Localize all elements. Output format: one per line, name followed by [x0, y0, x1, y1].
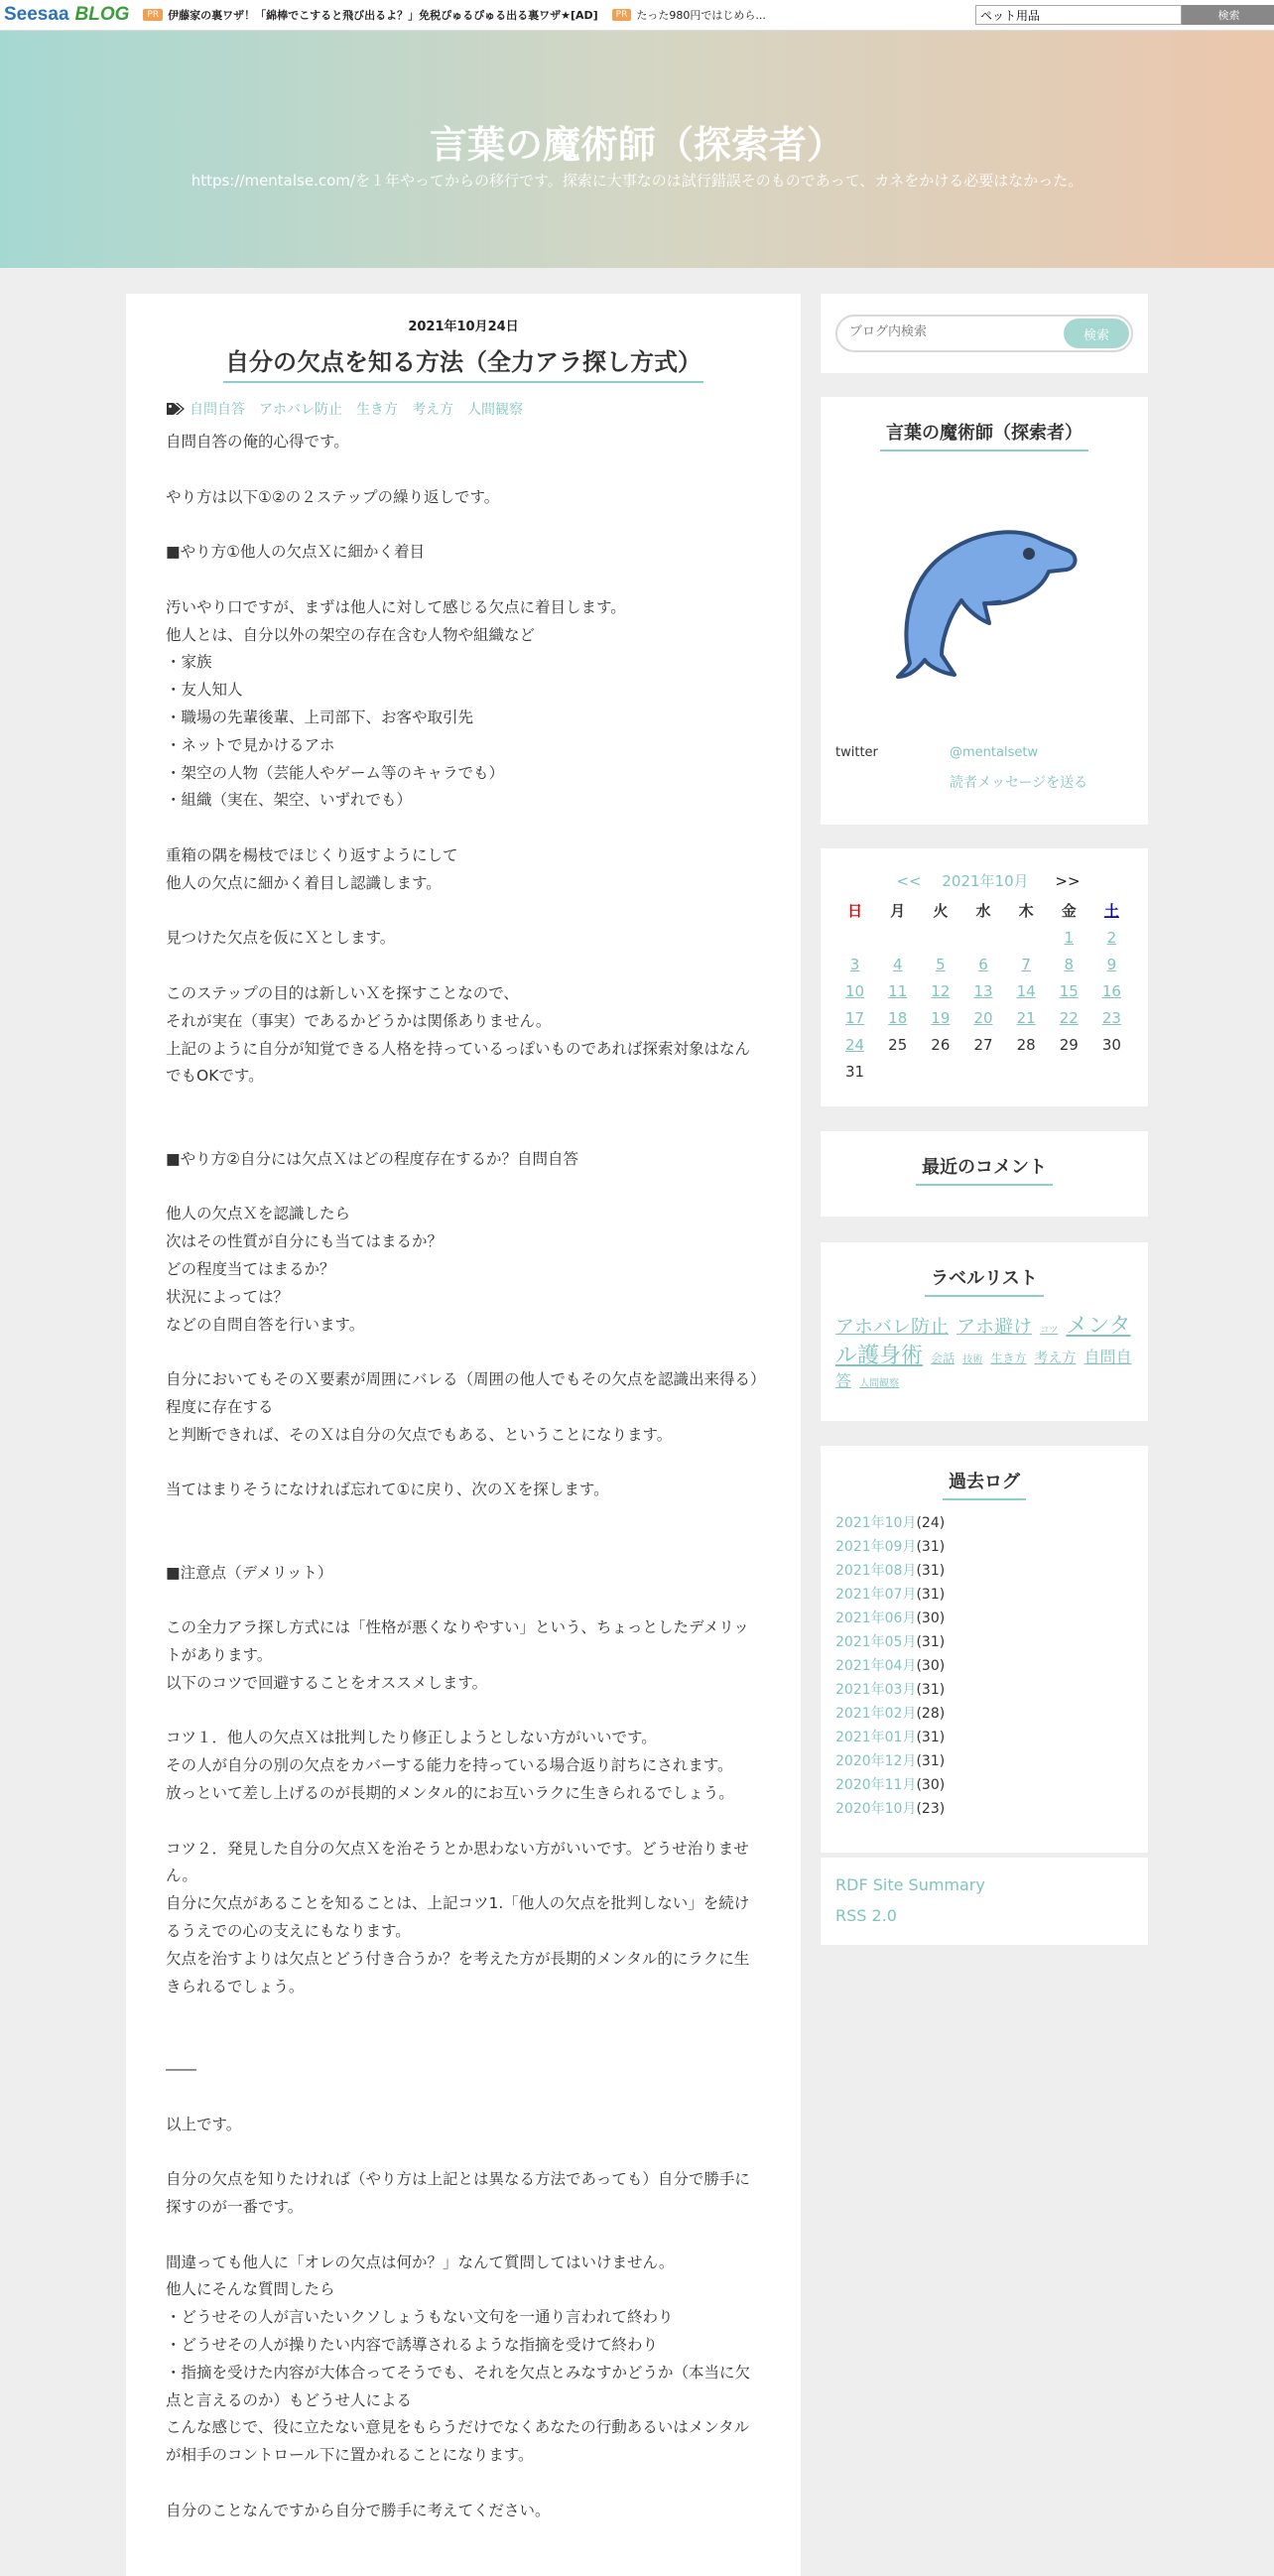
- post-paragraph: 放っといて差し上げるのが長期的メンタル的にお互いラクに生きられるでしょう。: [166, 1784, 734, 1803]
- calendar-day-cell: [1048, 1032, 1090, 1059]
- pr-badge: PR: [143, 9, 163, 21]
- calendar-day-link[interactable]: 23: [1101, 1009, 1121, 1027]
- post-paragraph: [166, 1449, 761, 1477]
- rss-link[interactable]: RSS 2.0: [835, 1906, 897, 1925]
- post-paragraph: 以下のコツで回避することをオススメします。: [166, 1673, 488, 1692]
- post-paragraph: [166, 2028, 761, 2056]
- post-paragraph: 見つけた欠点を仮にＸとします。: [166, 929, 396, 948]
- blog-header: [0, 31, 1274, 268]
- post-paragraph: それが実在（事実）であるかどうかは関係ありません。: [166, 1011, 552, 1030]
- post-paragraph: [166, 898, 761, 926]
- tag-link[interactable]: アホバレ防止: [259, 402, 342, 418]
- calendar-day-link[interactable]: 12: [931, 982, 951, 1000]
- labels-title: ラベルリスト: [925, 1264, 1044, 1297]
- calendar-day-link[interactable]: 11: [888, 982, 908, 1000]
- blog-search-box: [835, 315, 1133, 352]
- blog-title[interactable]: 言葉の魔術師（探索者）: [429, 123, 844, 167]
- calendar-day-cell: [961, 952, 1004, 978]
- calendar-day-link[interactable]: 20: [973, 1009, 993, 1027]
- archive-title-wrap: [821, 1468, 1148, 1500]
- archive-month-link[interactable]: 2021年10月: [835, 1515, 917, 1531]
- calendar-weekday: 木: [1018, 902, 1034, 920]
- calendar-day-cell: [919, 1005, 961, 1032]
- archive-month-link[interactable]: 2021年06月: [835, 1610, 917, 1626]
- blog-description: https://mentalse.com/を１年やってからの移行です。探索に大事なのは試行錯誤そのものであって、カネをかける必要はなかった。: [191, 172, 1083, 190]
- archive-month-link[interactable]: 2021年04月: [835, 1658, 917, 1674]
- post-paragraph: ・どうせその人が言いたいクソしょうもない文句を一通り言われて終わり: [166, 2308, 674, 2327]
- archive-item: [835, 1535, 945, 1559]
- label-link[interactable]: 自問自答: [835, 1347, 1132, 1391]
- calendar-day-link[interactable]: 15: [1059, 982, 1079, 1000]
- tag-link[interactable]: 生き方: [356, 402, 398, 418]
- reader-message-link[interactable]: 読者メッセージを送る: [950, 775, 1088, 791]
- label-link[interactable]: メンタル護身術: [835, 1314, 1131, 1368]
- calendar-day-link[interactable]: 9: [1106, 956, 1117, 973]
- calendar-empty-cell: [961, 925, 1004, 952]
- recent-comments-title-wrap: [821, 1153, 1148, 1186]
- archive-month-link[interactable]: 2020年11月: [835, 1777, 917, 1793]
- sidebar-calendar: [821, 848, 1148, 1106]
- calendar-day: 26: [931, 1036, 951, 1054]
- post-paragraph: [166, 953, 761, 980]
- post-paragraph: 以上です。: [166, 2115, 242, 2133]
- post-paragraph: 他人の欠点に細かく着目し認識します。: [166, 873, 442, 892]
- tag-link[interactable]: 人間観察: [467, 402, 523, 418]
- calendar-day-cell: [961, 978, 1004, 1005]
- post-paragraph: [166, 1504, 761, 1532]
- calendar-day-link[interactable]: 18: [888, 1009, 908, 1027]
- calendar-day: 25: [888, 1036, 908, 1054]
- archive-count: (31): [916, 1682, 946, 1698]
- archive-item: [835, 1607, 945, 1630]
- calendar-header: [821, 870, 1148, 891]
- calendar-day-cell: [919, 952, 961, 978]
- calendar-day-cell: [1005, 952, 1048, 978]
- post-paragraph: 他人にそんな質問したら: [166, 2280, 335, 2299]
- sidebar-archive: [821, 1446, 1148, 1853]
- post-paragraph: 他人の欠点Ｘを認識したら: [166, 1205, 351, 1224]
- ad-text: 伊藤家の裏ワザ！「綿棒でこすると飛び出るよ？」免税ぴゅるぴゅる出る裏ワザ★[AD]: [168, 9, 598, 22]
- archive-item: [835, 1726, 945, 1749]
- calendar-day: 29: [1059, 1036, 1079, 1054]
- calendar-day-link[interactable]: 13: [973, 982, 993, 1000]
- calendar-day-cell: [1005, 1005, 1048, 1032]
- label-link[interactable]: アホ避け: [956, 1316, 1033, 1338]
- post-paragraph: コツ１．他人の欠点Ｘは批判したり修正しようとしない方がいいです。: [166, 1729, 657, 1747]
- recent-comments-title: 最近のコメント: [916, 1153, 1053, 1186]
- calendar-day-link[interactable]: 7: [1021, 956, 1031, 973]
- post-paragraph: コツ２．発見した自分の欠点Ｘを治そうとか思わない方がいいです。どうせ治りません。: [166, 1839, 749, 1885]
- calendar-day-cell: [833, 978, 876, 1005]
- calendar-day-link[interactable]: 22: [1059, 1009, 1079, 1027]
- post-title[interactable]: 自分の欠点を知る方法（全力アラ探し方式）: [223, 342, 703, 383]
- post-paragraph: どの程度当てはまるか？: [166, 1259, 335, 1278]
- sidebar-profile: [821, 397, 1148, 825]
- calendar-day-link[interactable]: 19: [931, 1009, 951, 1027]
- calendar-empty-cell: [876, 925, 919, 952]
- label-link[interactable]: 人間観察: [859, 1378, 900, 1390]
- calendar-weekday: 月: [890, 902, 906, 920]
- post-paragraph: [166, 2222, 761, 2250]
- calendar-day-cell: [876, 1005, 919, 1032]
- post-paragraph: 自分においてもそのＸ要素が周囲にバレる（周囲の他人でもその欠点を認識出来得る）程度に存在する: [166, 1370, 758, 1416]
- post-paragraph: 上記のように自分が知覚できる人格を持っているっぽいものであれば探索対象はなんでもOKです。: [166, 1039, 751, 1086]
- label-cloud: [835, 1312, 1133, 1392]
- twitter-label: twitter: [835, 745, 878, 760]
- sidebar-labels: [821, 1242, 1148, 1421]
- logo-seesaa: Seesaa: [4, 4, 69, 25]
- archive-count: (31): [916, 1587, 946, 1603]
- sidebar-search: [821, 294, 1148, 373]
- label-link[interactable]: アホバレ防止: [835, 1316, 950, 1338]
- calendar-day: 28: [1016, 1036, 1036, 1054]
- blog-search-button[interactable]: 検索: [1064, 319, 1129, 348]
- archive-count: (30): [916, 1610, 946, 1626]
- calendar-day-link[interactable]: 16: [1101, 982, 1121, 1000]
- archive-month-link[interactable]: 2021年09月: [835, 1539, 917, 1555]
- logo-blog: BLOG: [74, 4, 130, 25]
- post-paragraph: ・友人知人: [166, 681, 243, 700]
- calendar-day-cell: [1048, 925, 1090, 952]
- label-link[interactable]: 技術: [962, 1353, 983, 1365]
- post-paragraph: 間違っても他人に「オレの欠点は何か？」なんて質問してはいけません。: [166, 2253, 675, 2271]
- sidebar-feeds: [821, 1858, 1148, 1945]
- archive-count: (31): [916, 1634, 946, 1650]
- calendar-day: 30: [1101, 1036, 1121, 1054]
- calendar-day-link[interactable]: 24: [845, 1036, 865, 1054]
- post-paragraph: ■やり方①他人の欠点Ｘに細かく着目: [166, 543, 426, 562]
- calendar-day: 31: [845, 1063, 865, 1081]
- calendar-grid: [833, 898, 1133, 1086]
- post-paragraph: ・ネットで見かけるアホ: [166, 735, 335, 754]
- calendar-day-cell: [876, 978, 919, 1005]
- label-link[interactable]: 考え方: [1034, 1350, 1077, 1366]
- archive-count: (31): [916, 1753, 946, 1769]
- ad-link-1[interactable]: [143, 7, 597, 23]
- post-paragraph: ■やり方②自分には欠点Ｘはどの程度存在するか？自問自答: [166, 1149, 579, 1168]
- label-link[interactable]: 生き方: [990, 1351, 1027, 1365]
- post-title-wrap: [126, 342, 801, 383]
- archive-item: [835, 1559, 945, 1583]
- archive-count: (31): [916, 1730, 946, 1745]
- post-paragraph: ・組織（実在、架空、いずれでも）: [166, 791, 413, 810]
- calendar-day-cell: [919, 978, 961, 1005]
- archive-item: [835, 1678, 945, 1702]
- archive-title: 過去ログ: [943, 1468, 1026, 1500]
- archive-month-link[interactable]: 2020年10月: [835, 1801, 917, 1817]
- post-paragraph: ・架空の人物（芸能人やゲーム等のキャラでも）: [166, 763, 505, 782]
- calendar-day-cell: [833, 1059, 876, 1086]
- post-paragraph: ・家族: [166, 653, 212, 672]
- post-paragraph: と判断できれば、そのＸは自分の欠点でもある、ということになります。: [166, 1425, 673, 1444]
- calendar-day-link[interactable]: 21: [1016, 1009, 1036, 1027]
- post-paragraph: この全力アラ探し方式には「性格が悪くなりやすい」という、ちょっとしたデメリットがあります。: [166, 1618, 749, 1665]
- post-paragraph: 自問自答の俺的心得です。: [166, 433, 349, 451]
- archive-item: [835, 1797, 945, 1821]
- tags-icon: [166, 401, 186, 417]
- post-paragraph: 自分の欠点を知りたければ（やり方は上記とは異なる方法であっても）自分で勝手に探すのが一番です。: [166, 2170, 750, 2216]
- ad-link-2[interactable]: [612, 7, 766, 23]
- calendar-weekday: 火: [933, 902, 949, 920]
- calendar-day-link[interactable]: 17: [845, 1009, 865, 1027]
- calendar-day-cell: [1048, 978, 1090, 1005]
- post-paragraph: 当てはまりそうになければ忘れて①に戻り、次のＸを探します。: [166, 1481, 609, 1499]
- post-paragraph: [166, 2084, 761, 2112]
- calendar-empty-cell: [1005, 925, 1048, 952]
- calendar-day-link[interactable]: 1: [1064, 929, 1075, 947]
- profile-title: 言葉の魔術師（探索者）: [880, 419, 1088, 451]
- post-paragraph: 状況によっては？: [166, 1287, 290, 1306]
- post-paragraph: [166, 1118, 761, 1146]
- calendar-day-link[interactable]: 6: [978, 956, 988, 973]
- post-paragraph: [166, 1091, 761, 1118]
- calendar-day-cell: [833, 1032, 876, 1059]
- dolphin-icon: [880, 506, 1088, 685]
- post-body: [166, 429, 761, 2525]
- calendar-day-cell: [919, 1032, 961, 1059]
- labels-title-wrap: [821, 1264, 1148, 1297]
- calendar-empty-cell: [833, 925, 876, 952]
- post-paragraph: [166, 1532, 761, 1560]
- archive-month-link[interactable]: 2021年03月: [835, 1682, 917, 1698]
- post-paragraph: [166, 815, 761, 842]
- archive-count: (31): [916, 1539, 946, 1555]
- post-paragraph: [166, 2138, 761, 2166]
- post-paragraph: [166, 1808, 761, 1836]
- post-paragraph: 重箱の隅を楊枝でほじくり返すようにして: [166, 845, 458, 864]
- calendar-day-link[interactable]: 2: [1106, 929, 1117, 947]
- calendar-day-cell: [876, 1032, 919, 1059]
- calendar-month[interactable]: 2021年10月: [942, 872, 1029, 890]
- archive-count: (30): [916, 1777, 946, 1793]
- post-paragraph: [166, 1587, 761, 1614]
- post-paragraph: ――: [166, 2060, 196, 2079]
- calendar-day-link[interactable]: 14: [1016, 982, 1036, 1000]
- archive-month-link[interactable]: 2021年02月: [835, 1706, 917, 1722]
- calendar-day-cell: [876, 952, 919, 978]
- post-paragraph: [166, 1339, 761, 1366]
- post-paragraph: 欠点を治すよりは欠点とどう付き合うか？を考えた方が長期的メンタル的にラクに生きられるでしょう。: [166, 1949, 750, 1996]
- archive-month-link[interactable]: 2020年12月: [835, 1753, 917, 1769]
- post-paragraph: ■注意点（デメリット）: [166, 1563, 333, 1582]
- calendar-weekday: 金: [1061, 902, 1077, 920]
- archive-item: [835, 1773, 945, 1797]
- post-paragraph: このステップの目的は新しいＸを探すことなので、: [166, 983, 519, 1002]
- archive-count: (24): [916, 1515, 946, 1531]
- archive-item: [835, 1749, 945, 1773]
- blog-search-input[interactable]: [849, 324, 1048, 339]
- post-date: 2021年10月24日: [408, 320, 519, 334]
- post-paragraph: ・どうせその人が操りたい内容で誘導されるような指摘を受けて終わり: [166, 2335, 659, 2354]
- post-paragraph: ・指摘を受けた内容が大体合ってそうでも、それを欠点とみなすかどうか（本当に欠点と言えるのか）もどうせ人による: [166, 2363, 751, 2409]
- post-paragraph: 他人とは、自分以外の架空の存在含む人物や組織など: [166, 625, 536, 644]
- calendar-day-cell: [1005, 978, 1048, 1005]
- post-paragraph: [166, 2000, 761, 2028]
- calendar-day-cell: [1090, 925, 1133, 952]
- calendar-day-cell: [833, 952, 876, 978]
- calendar-prev[interactable]: <<: [896, 872, 922, 890]
- calendar-day-cell: [961, 1005, 1004, 1032]
- calendar-weekday: 日: [847, 902, 863, 920]
- archive-count: (23): [916, 1801, 946, 1817]
- global-search: [975, 5, 1274, 25]
- post-paragraph: などの自問自答を行います。: [166, 1315, 365, 1334]
- calendar-day-link[interactable]: 5: [936, 956, 946, 973]
- calendar-day-cell: [1090, 1005, 1133, 1032]
- archive-item: [835, 1583, 945, 1607]
- global-search-input[interactable]: [975, 5, 1182, 25]
- global-search-button[interactable]: 検索: [1182, 5, 1274, 25]
- post-paragraph: 次はその性質が自分にも当てはまるか？: [166, 1232, 444, 1251]
- ad-text: たった980円ではじめら...: [636, 9, 766, 22]
- post-paragraph: [166, 1698, 761, 1726]
- archive-item: [835, 1654, 945, 1678]
- article: [126, 294, 801, 2576]
- calendar-day-cell: [961, 1032, 1004, 1059]
- global-topbar: [0, 0, 1274, 31]
- archive-month-link[interactable]: 2021年08月: [835, 1563, 917, 1579]
- calendar-day-cell: [1090, 952, 1133, 978]
- archive-month-link[interactable]: 2021年01月: [835, 1730, 917, 1745]
- post-paragraph: [166, 567, 761, 594]
- post-paragraph: [166, 1174, 761, 1202]
- calendar-next[interactable]: >>: [1055, 872, 1081, 890]
- label-link[interactable]: コツ: [1040, 1326, 1059, 1336]
- post-paragraph: やり方は以下①②の２ステップの繰り返しです。: [166, 487, 500, 506]
- profile-title-wrap: [821, 419, 1148, 451]
- archive-item: [835, 1702, 945, 1726]
- post-paragraph: こんな感じで、役に立たない意見をもらうだけでなくあなたの行動あるいはメンタルが相手のコントロール下に置かれることになります。: [166, 2418, 750, 2465]
- archive-list: [835, 1511, 945, 1821]
- post-paragraph: 自分に欠点があることを知ることは、上記コツ1.「他人の欠点を批判しない」を続けるうえでの心の支えにもなります。: [166, 1894, 750, 1941]
- archive-count: (30): [916, 1658, 946, 1674]
- archive-count: (28): [916, 1706, 946, 1722]
- pr-badge: PR: [612, 9, 632, 21]
- calendar-day-link[interactable]: 4: [892, 956, 903, 973]
- sidebar-recent-comments: [821, 1131, 1148, 1217]
- calendar-day-cell: [1005, 1032, 1048, 1059]
- archive-month-link[interactable]: 2021年07月: [835, 1587, 917, 1603]
- post-paragraph: 自分のことなんですから自分で勝手に考えてください。: [166, 2501, 551, 2519]
- calendar-day-cell: [1048, 1005, 1090, 1032]
- post-paragraph: ・職場の先輩後輩、上司部下、お客や取引先: [166, 708, 474, 726]
- post-paragraph: [166, 511, 761, 539]
- calendar-day: 27: [973, 1036, 993, 1054]
- tag-link[interactable]: 考え方: [412, 402, 453, 418]
- calendar-day-cell: [833, 1005, 876, 1032]
- archive-month-link[interactable]: 2021年05月: [835, 1634, 917, 1650]
- calendar-empty-cell: [919, 925, 961, 952]
- seesaa-blog-logo[interactable]: [4, 4, 129, 26]
- calendar-day-cell: [1090, 978, 1133, 1005]
- calendar-day-cell: [1090, 1032, 1133, 1059]
- rdf-link[interactable]: RDF Site Summary: [835, 1875, 985, 1894]
- calendar-day-link[interactable]: 3: [849, 956, 860, 973]
- calendar-weekday: 土: [1103, 902, 1119, 920]
- label-link[interactable]: 会話: [931, 1351, 956, 1365]
- post-paragraph: [166, 456, 761, 484]
- calendar-day-link[interactable]: 10: [845, 982, 865, 1000]
- archive-item: [835, 1630, 945, 1654]
- post-paragraph: 汚いやり口ですが、まずは他人に対して感じる欠点に着目します。: [166, 597, 626, 616]
- post-paragraph: [166, 2470, 761, 2498]
- twitter-link[interactable]: @mentalsetw: [950, 745, 1039, 760]
- archive-item: [835, 1511, 945, 1535]
- post-tags: [166, 399, 801, 419]
- tag-link[interactable]: 自問自答: [190, 402, 245, 418]
- archive-count: (31): [916, 1563, 946, 1579]
- calendar-weekday: 水: [975, 902, 991, 920]
- calendar-day-cell: [1048, 952, 1090, 978]
- calendar-day-link[interactable]: 8: [1064, 956, 1075, 973]
- post-paragraph: その人が自分の別の欠点をカバーする能力を持っている場合返り討ちにされます。: [166, 1756, 733, 1775]
